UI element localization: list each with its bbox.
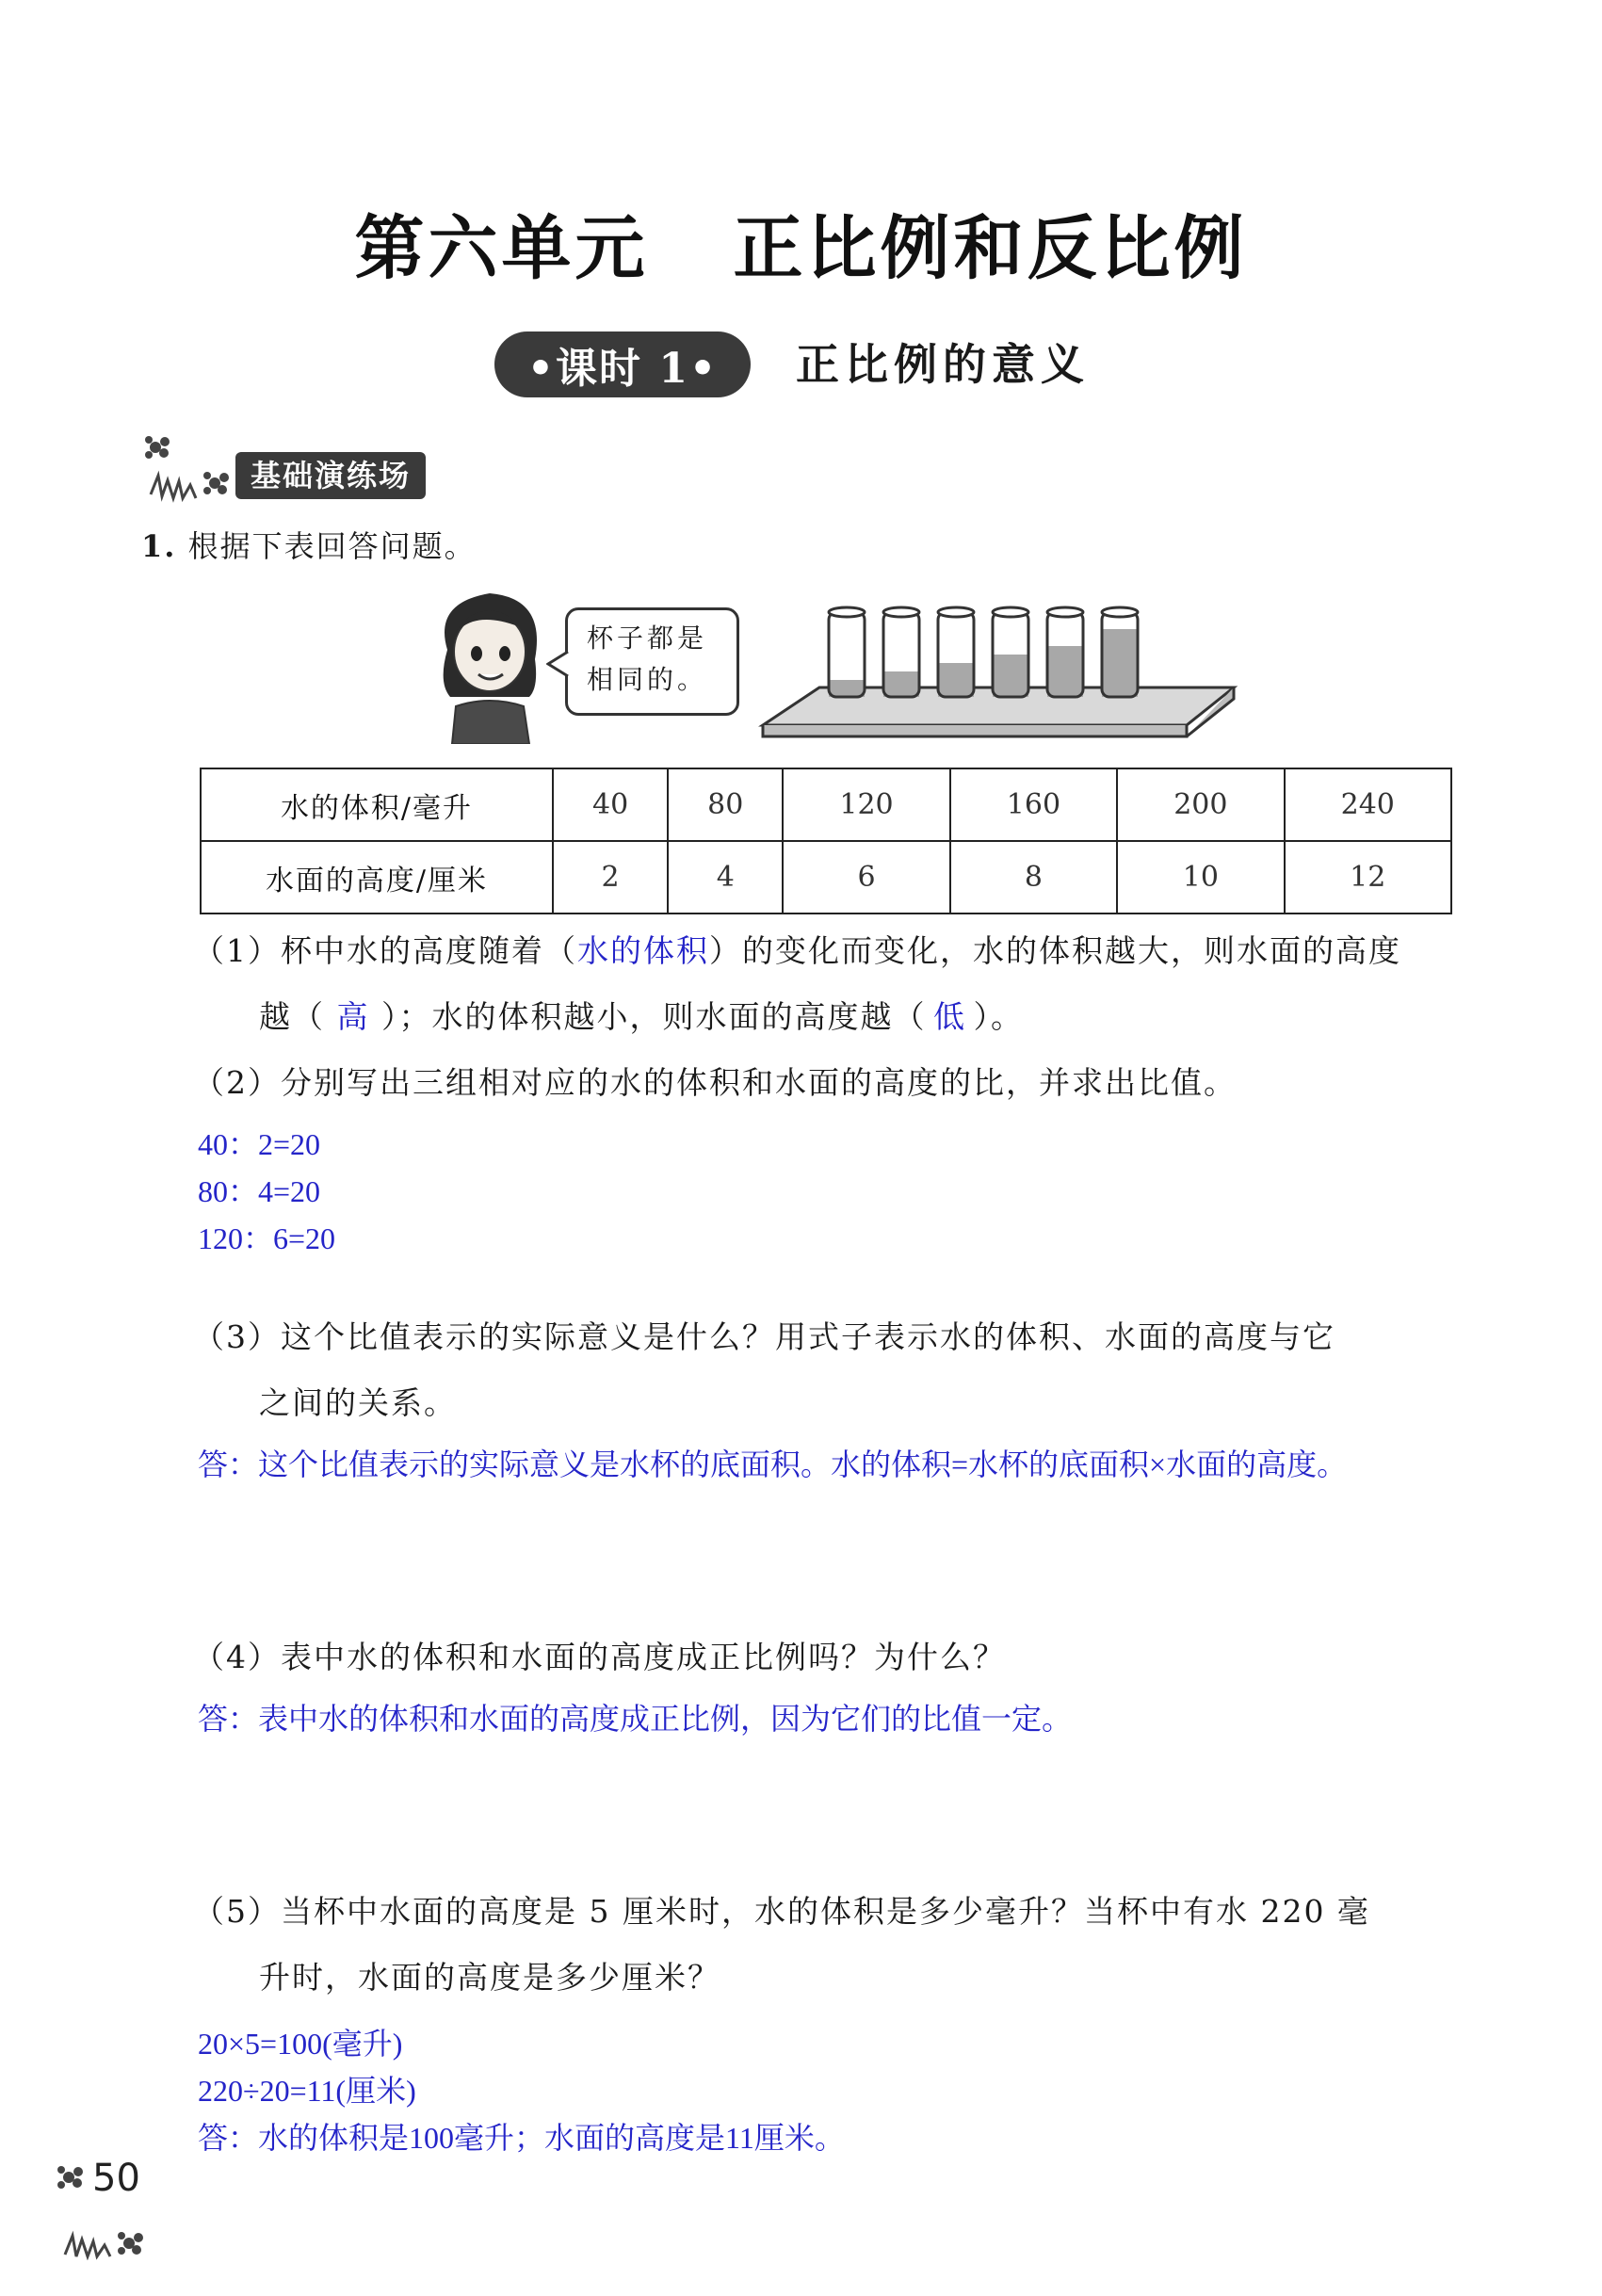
speech-tail-icon — [546, 650, 569, 678]
question-title — [141, 523, 477, 566]
sub1-text: 越（ — [259, 998, 325, 1035]
answer-fill: 水的体积 — [577, 932, 709, 969]
table-cell: 120 — [783, 768, 949, 841]
cup-rim — [829, 607, 865, 617]
girl-illustration — [424, 584, 556, 744]
row-header: 水的体积/毫升 — [201, 768, 553, 841]
table-cell: 200 — [1117, 768, 1284, 841]
lesson-badge: •课时 1• — [494, 331, 751, 397]
table-cell: 8 — [950, 841, 1117, 914]
answer-line: 答：水的体积是100毫升；水面的高度是11厘米。 — [198, 2121, 845, 2155]
table-cell: 80 — [668, 768, 783, 841]
section-tag: 基础演练场 — [235, 452, 426, 499]
cup — [829, 607, 865, 697]
cup — [993, 607, 1028, 697]
table-cell: 4 — [668, 841, 783, 914]
cup-rim — [938, 607, 974, 617]
sub-question-4: （4）表中水的体积和水面的高度成正比例吗？为什么？ — [193, 1639, 1006, 1675]
sub-question-3-cont: 之间的关系。 — [259, 1384, 457, 1421]
cup-rim — [993, 607, 1028, 617]
cup — [938, 607, 974, 697]
table-cell: 10 — [1117, 841, 1284, 914]
answer-fill: 低 — [933, 998, 966, 1035]
cup-water-level — [938, 663, 974, 697]
cup — [1047, 607, 1083, 697]
table-cell: 6 — [783, 841, 949, 914]
sub1-text: ）的变化而变化，水的体积越大，则水面的高度 — [709, 932, 1401, 969]
question-number: 1. — [141, 528, 177, 564]
answer-line: 80：4=20 — [198, 1174, 321, 1208]
speech-bubble — [565, 607, 739, 716]
answer-fill: 高 — [336, 998, 370, 1035]
unit-number: 第六单元 — [354, 208, 649, 289]
answer-line: 220÷20=11(厘米) — [198, 2074, 416, 2108]
data-table — [200, 768, 1452, 914]
lesson-title: 正比例的意义 — [796, 339, 1090, 390]
question-prompt: 根据下表回答问题。 — [187, 528, 477, 564]
cups-on-tray-illustration — [753, 593, 1243, 744]
sub1-text: ）。 — [973, 998, 1024, 1035]
cup-rim — [1047, 607, 1083, 617]
speech-line-2: 相同的。 — [587, 664, 708, 695]
unit-title — [0, 193, 1602, 293]
cup-rim — [883, 607, 919, 617]
answer-line: 20×5=100(毫升) — [198, 2027, 403, 2061]
sub-question-2: （2）分别写出三组相对应的水的体积和水面的高度的比，并求出比值。 — [193, 1064, 1237, 1101]
sub-question-1 — [193, 932, 1401, 970]
page-number: 50 — [92, 2157, 140, 2200]
sub-question-1-cont — [259, 998, 1024, 1036]
table-cell: 2 — [553, 841, 668, 914]
table-row — [201, 841, 1451, 914]
cup-water-level — [829, 680, 865, 697]
cup-water-level — [883, 671, 919, 697]
cup — [1102, 607, 1138, 697]
sub-question-3: （3）这个比值表示的实际意义是什么？用式子表示水的体积、水面的高度与它 — [193, 1318, 1335, 1355]
table-cell: 40 — [553, 768, 668, 841]
cup-water-level — [1102, 629, 1138, 697]
cup-rim — [1102, 607, 1138, 617]
sub1-text: ）；水的体积越小，则水面的高度越（ — [381, 998, 927, 1035]
table-cell: 240 — [1285, 768, 1451, 841]
cup-water-level — [993, 655, 1028, 697]
flower-decoration-icon — [141, 428, 235, 504]
sub-question-5-cont: 升时，水面的高度是多少厘米？ — [259, 1959, 720, 1996]
table-row — [201, 768, 1451, 841]
table-cell: 160 — [950, 768, 1117, 841]
answer-line: 答：表中水的体积和水面的高度成正比例，因为它们的比值一定。 — [198, 1702, 1073, 1736]
row-header: 水面的高度/厘米 — [201, 841, 553, 914]
cup — [883, 607, 919, 697]
answer-line: 答：这个比值表示的实际意义是水杯的底面积。水的体积=水杯的底面积×水面的高度。 — [198, 1447, 1348, 1481]
answer-line: 120：6=20 — [198, 1221, 336, 1255]
cup-water-level — [1047, 646, 1083, 697]
sub-question-5: （5）当杯中水面的高度是 5 厘米时，水的体积是多少毫升？当杯中有水 220 毫 — [193, 1893, 1370, 1930]
table-cell: 12 — [1285, 841, 1451, 914]
speech-line-1: 杯子都是 — [587, 623, 708, 654]
unit-name: 正比例和反比例 — [733, 208, 1248, 289]
sub1-text: （1）杯中水的高度随着（ — [193, 932, 577, 969]
answer-line: 40：2=20 — [198, 1127, 321, 1161]
